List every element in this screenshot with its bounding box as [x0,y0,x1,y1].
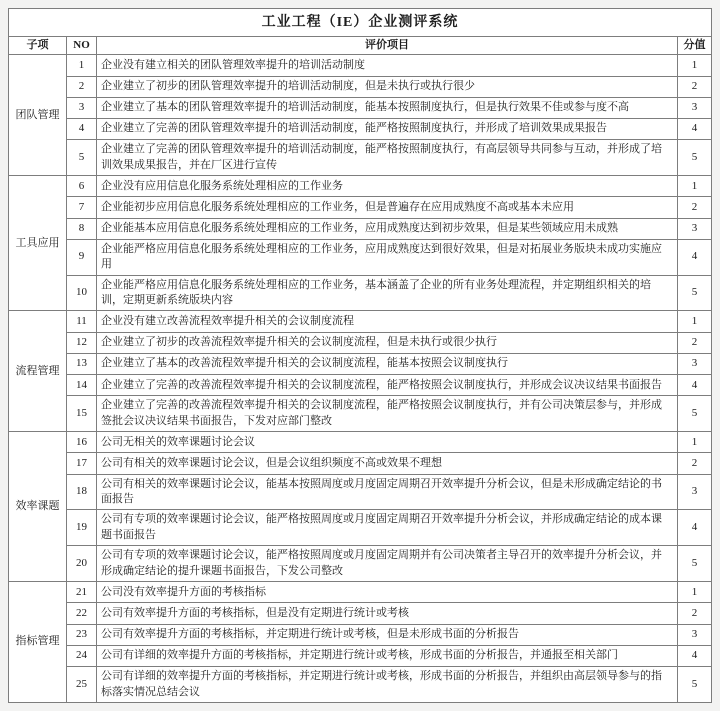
row-item-cell: 公司有效率提升方面的考核指标，但是没有定期进行统计或考核 [97,603,678,624]
column-header-row [9,37,712,55]
row-item-cell: 企业能初步应用信息化服务系统处理相应的工作业务，但是普遍存在应用成熟度不高或基本未应用 [97,197,678,218]
row-item-cell: 企业建立了初步的团队管理效率提升的培训活动制度，但是未执行或执行很少 [97,76,678,97]
sub-item-cell-3: 效率课题 [9,432,67,582]
sub-item-cell-2: 流程管理 [9,311,67,432]
row-score-cell: 1 [677,582,711,603]
row-item-cell: 企业建立了完善的团队管理效率提升的培训活动制度，能严格按照制度执行，并形成了培训效果成果报告 [97,119,678,140]
row-item-cell: 公司有专项的效率课题讨论会议，能严格按照周度或月度固定周期并有公司决策者主导召开的效率提升分析会议，并形成确定结论的提升课题书面报告，下发公司整改 [97,546,678,582]
row-item-cell: 企业建立了完善的团队管理效率提升的培训活动制度，能严格按照制度执行，有高层领导共同参与互动，并形成了培训效果成果报告，并在厂区进行宣传 [97,140,678,176]
column-header-sub-item: 子项 [9,37,67,55]
table-row [9,55,712,76]
table-row [9,667,712,703]
table-row [9,275,712,311]
row-no-cell: 16 [67,432,97,453]
row-no-cell: 6 [67,176,97,197]
table-row [9,396,712,432]
row-score-cell: 2 [677,76,711,97]
row-no-cell: 9 [67,239,97,275]
row-score-cell: 5 [677,396,711,432]
row-score-cell: 1 [677,55,711,76]
row-score-cell: 3 [677,97,711,118]
table-row [9,353,712,374]
row-score-cell: 2 [677,332,711,353]
sub-item-cell-1: 工具应用 [9,176,67,311]
row-score-cell: 3 [677,353,711,374]
table-row [9,546,712,582]
table-row [9,432,712,453]
row-item-cell: 公司有专项的效率课题讨论会议，能严格按照周度或月度固定周期召开效率提升分析会议，并形成确定结论的成本课题书面报告 [97,510,678,546]
row-item-cell: 企业没有建立改善流程效率提升相关的会议制度流程 [97,311,678,332]
table-row [9,218,712,239]
row-score-cell: 1 [677,176,711,197]
row-item-cell: 企业建立了基本的团队管理效率提升的培训活动制度，能基本按照制度执行，但是执行效果不佳或参与度不高 [97,97,678,118]
row-score-cell: 5 [677,546,711,582]
table-row [9,332,712,353]
table-row [9,97,712,118]
row-score-cell: 1 [677,311,711,332]
row-no-cell: 1 [67,55,97,76]
row-item-cell: 企业建立了初步的改善流程效率提升相关的会议制度流程，但是未执行或很少执行 [97,332,678,353]
table-row [9,176,712,197]
row-no-cell: 19 [67,510,97,546]
row-no-cell: 24 [67,645,97,666]
row-no-cell: 2 [67,76,97,97]
row-score-cell: 1 [677,432,711,453]
row-no-cell: 20 [67,546,97,582]
table-row [9,453,712,474]
row-no-cell: 3 [67,97,97,118]
row-score-cell: 5 [677,275,711,311]
row-item-cell: 企业建立了完善的改善流程效率提升相关的会议制度流程，能严格按照会议制度执行，并有公司决策层参与，并形成签批会议决议结果书面报告，下发对应部门整改 [97,396,678,432]
row-no-cell: 18 [67,474,97,510]
page-title: 工业工程（IE）企业测评系统 [9,9,712,37]
column-header-score: 分值 [677,37,711,55]
column-header-item: 评价项目 [97,37,678,55]
row-item-cell: 公司有详细的效率提升方面的考核指标，并定期进行统计或考核，形成书面的分析报告，并组织由高层领导参与的指标落实情况总结会议 [97,667,678,703]
table-body [9,55,712,703]
sub-item-cell-0: 团队管理 [9,55,67,176]
row-score-cell: 3 [677,218,711,239]
row-item-cell: 公司有详细的效率提升方面的考核指标，并定期进行统计或考核，形成书面的分析报告，并通报至相关部门 [97,645,678,666]
row-no-cell: 4 [67,119,97,140]
table-row [9,603,712,624]
row-score-cell: 4 [677,510,711,546]
row-score-cell: 2 [677,453,711,474]
row-item-cell: 企业没有应用信息化服务系统处理相应的工作业务 [97,176,678,197]
row-item-cell: 企业能基本应用信息化服务系统处理相应的工作业务，应用成熟度达到初步效果，但是某些领域应用未成熟 [97,218,678,239]
table-row [9,474,712,510]
column-header-no: NO [67,37,97,55]
row-score-cell: 2 [677,603,711,624]
row-no-cell: 11 [67,311,97,332]
row-no-cell: 22 [67,603,97,624]
row-score-cell: 4 [677,645,711,666]
row-score-cell: 4 [677,239,711,275]
table-row [9,197,712,218]
row-item-cell: 公司有相关的效率课题讨论会议，但是会议组织频度不高或效果不理想 [97,453,678,474]
row-no-cell: 13 [67,353,97,374]
title-row [9,9,712,37]
row-no-cell: 10 [67,275,97,311]
row-score-cell: 3 [677,474,711,510]
sub-item-cell-4: 指标管理 [9,582,67,703]
row-score-cell: 4 [677,119,711,140]
table-row [9,119,712,140]
table-row [9,311,712,332]
row-no-cell: 14 [67,375,97,396]
row-item-cell: 公司有效率提升方面的考核指标，并定期进行统计或考核，但是未形成书面的分析报告 [97,624,678,645]
row-no-cell: 17 [67,453,97,474]
row-score-cell: 3 [677,624,711,645]
row-item-cell: 公司有相关的效率课题讨论会议，能基本按照周度或月度固定周期召开效率提升分析会议，但是未形成确定结论的书面报告 [97,474,678,510]
row-item-cell: 公司没有效率提升方面的考核指标 [97,582,678,603]
row-item-cell: 企业能严格应用信息化服务系统处理相应的工作业务，应用成熟度达到很好效果，但是对拓展业务版块未成功实施应用 [97,239,678,275]
row-item-cell: 企业建立了基本的改善流程效率提升相关的会议制度流程，能基本按照会议制度执行 [97,353,678,374]
row-no-cell: 25 [67,667,97,703]
table-row [9,582,712,603]
row-item-cell: 企业建立了完善的改善流程效率提升相关的会议制度流程，能严格按照会议制度执行，并形成会议决议结果书面报告 [97,375,678,396]
evaluation-table [8,8,712,703]
table-row [9,375,712,396]
row-score-cell: 5 [677,140,711,176]
row-score-cell: 2 [677,197,711,218]
row-score-cell: 5 [677,667,711,703]
row-no-cell: 15 [67,396,97,432]
row-item-cell: 企业能严格应用信息化服务系统处理相应的工作业务，基本涵盖了企业的所有业务处理流程，并定期组织相关的培训，定期更新系统版块内容 [97,275,678,311]
row-no-cell: 7 [67,197,97,218]
table-row [9,624,712,645]
row-no-cell: 5 [67,140,97,176]
row-no-cell: 8 [67,218,97,239]
table-row [9,645,712,666]
table-row [9,76,712,97]
table-row [9,239,712,275]
row-no-cell: 21 [67,582,97,603]
table-row [9,510,712,546]
row-item-cell: 公司无相关的效率课题讨论会议 [97,432,678,453]
table-row [9,140,712,176]
row-item-cell: 企业没有建立相关的团队管理效率提升的培训活动制度 [97,55,678,76]
row-no-cell: 23 [67,624,97,645]
row-score-cell: 4 [677,375,711,396]
row-no-cell: 12 [67,332,97,353]
